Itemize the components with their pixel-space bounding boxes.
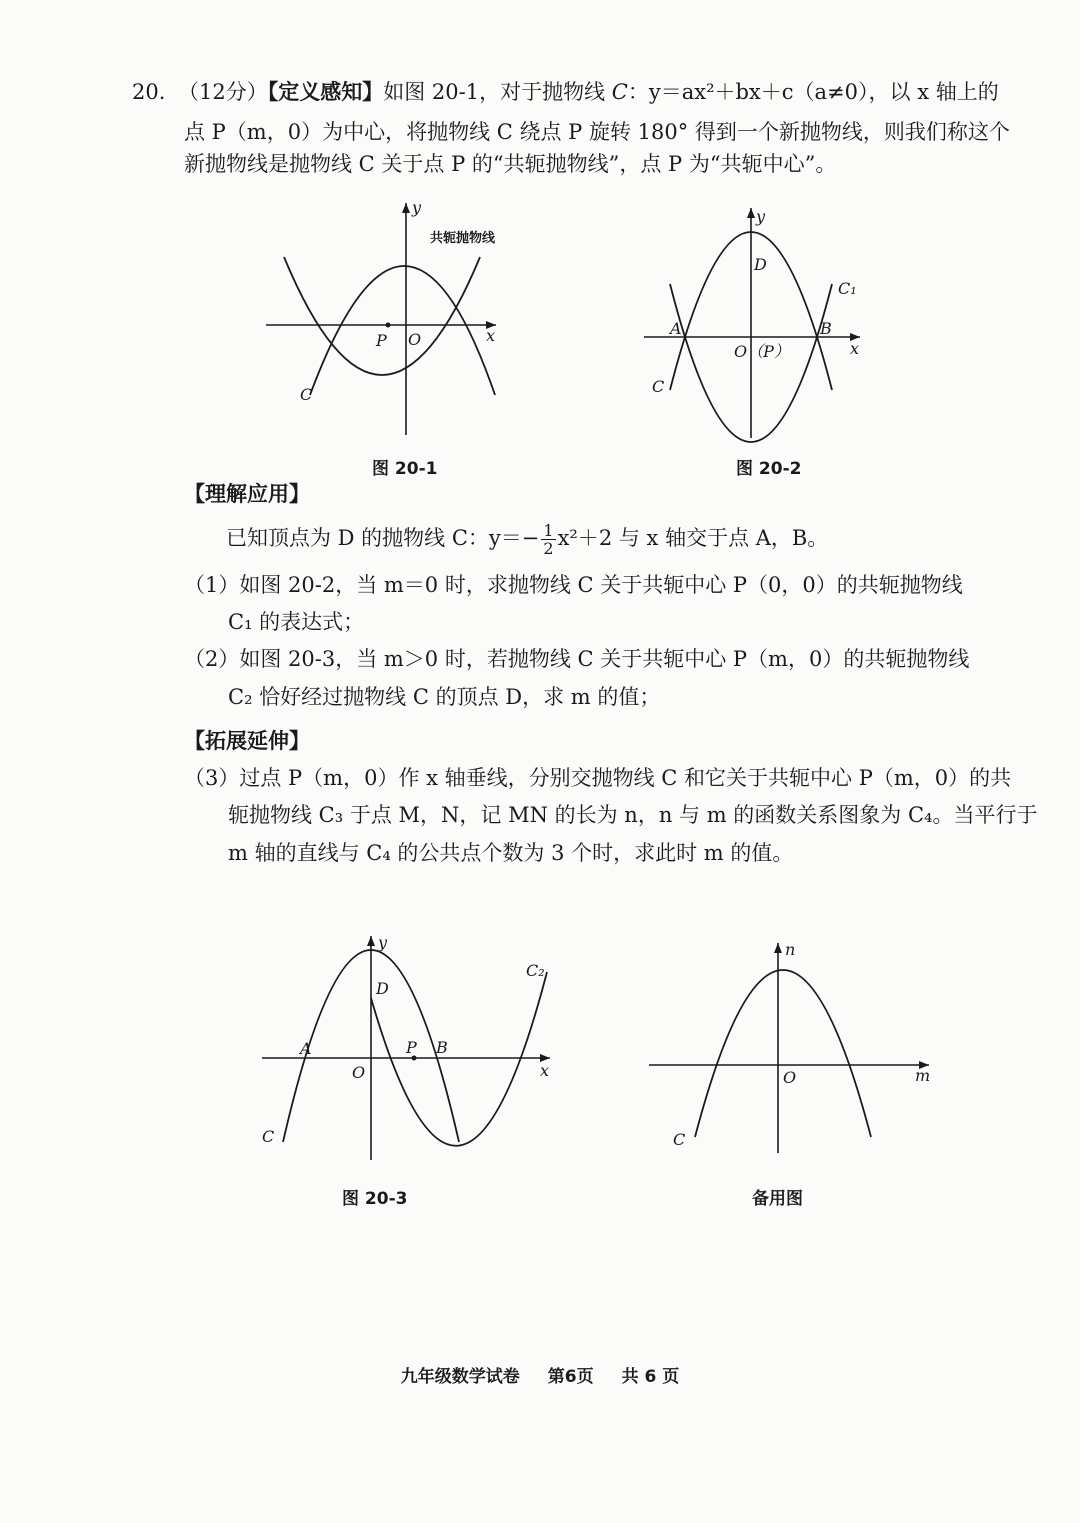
footer-total: 共 6 页 [621,1367,680,1387]
definition-heading: 【定义感知】 [267,79,384,104]
figure-spare [645,935,935,1160]
fig1-label-o: O [408,330,422,349]
page-footer [0,1362,1080,1387]
fig2-label-y: y [756,207,766,226]
figure-20-1 [250,195,510,445]
known-line [226,522,828,557]
fig4-label-c: C [673,1130,686,1149]
fig3-label-o: O [352,1063,366,1082]
fraction-half [541,522,555,557]
q1-line-1: （1）如图 20-2，当 m＝0 时，求抛物线 C 关于共轭中心 P（0，0）的共轭抛物线 [184,573,963,597]
fig3-label-y: y [378,933,388,952]
fig3-label-p: P [406,1038,417,1057]
fig1-label-x: x [486,326,496,345]
q2-line-1: （2）如图 20-3，当 m＞0 时，若抛物线 C 关于共轭中心 P（m，0）的共轭抛物线 [184,647,970,671]
fig3-caption: 图 20-3 [342,1189,408,1209]
intro-line-2: 点 P（m，0）为中心，将抛物线 C 绕点 P 旋转 180° 得到一个新抛物线，则我们称这个 [184,120,1010,144]
q2-line-2: C₂ 恰好经过抛物线 C 的顶点 D，求 m 的值； [228,685,661,709]
intro-text-a: 如图 20-1，对于抛物线 [383,80,612,104]
fig4-label-o: O [783,1068,797,1087]
fig3-label-x: x [540,1061,550,1080]
fig1-caption: 图 20-1 [372,459,438,479]
q3-line-2: 轭抛物线 C₃ 于点 M，N，记 MN 的长为 n，n 与 m 的函数关系图象为 C₄。当平行于 [228,803,1038,827]
fig2-label-op: O（P） [734,342,790,361]
fig3-label-c2: C₂ [526,961,545,980]
fraction-denominator: 2 [543,539,554,558]
fig4-caption: 备用图 [752,1189,803,1209]
fig1-point-p [386,323,391,328]
fig4-curve-c [695,970,871,1137]
q3-line-1: （3）过点 P（m，0）作 x 轴垂线，分别交抛物线 C 和它关于共轭中心 P（m，0）的共 [184,766,1012,790]
q3-line-3: m 轴的直线与 C₄ 的公共点个数为 3 个时，求此时 m 的值。 [228,841,794,865]
figure-20-2 [640,200,870,445]
points: （12分） [178,80,268,104]
footer-subject: 九年级数学试卷 [400,1367,520,1387]
fig1-label-c: C [300,385,313,404]
intro-line-3: 新抛物线是抛物线 C 关于点 P 的“共轭抛物线”，点 P 为“共轭中心”。 [184,152,837,176]
fig2-label-a: A [670,319,682,338]
question-number: 20. [132,80,166,104]
figure-20-3 [256,928,556,1168]
fig1-parabola-c [284,257,480,375]
fig4-label-m: m [915,1066,931,1085]
fig3-label-b: B [436,1038,448,1057]
extend-heading: 【拓展延伸】 [184,728,310,753]
intro-equation: ：y＝ax²＋bx＋c（a≠0）， [627,80,890,104]
fig2-label-b: B [820,319,832,338]
fig2-label-x: x [850,339,860,358]
fig1-label-conjugate: 共轭抛物线 [430,231,496,246]
fig4-label-n: n [785,940,796,959]
fig2-label-c1: C₁ [838,279,857,298]
fig2-label-c: C [652,377,665,396]
fig3-label-a: A [300,1039,312,1058]
fig3-label-c: C [262,1127,275,1146]
understand-heading: 【理解应用】 [184,481,310,506]
known-text-b: x²＋2 与 x 轴交于点 A，B。 [557,526,829,550]
fig1-x-axis [266,321,496,329]
fig3-y-axis [367,936,375,1160]
fig2-label-d: D [754,255,767,274]
intro-line-1 [178,77,999,107]
parabola-c-label: C [611,80,628,104]
intro-text-b: 以 x 轴上的 [889,80,999,104]
footer-page: 第6页 [547,1367,594,1387]
fig1-label-p: P [376,331,387,350]
known-text-a: 已知顶点为 D 的抛物线 C：y＝− [226,526,540,550]
fig3-label-d: D [376,979,389,998]
fig3-parabola-c2 [371,972,550,1146]
fig2-caption: 图 20-2 [736,459,802,479]
fig2-y-axis [747,208,755,438]
fig4-n-axis [774,943,782,1153]
q1-line-2: C₁ 的表达式； [228,610,365,634]
fraction-numerator: 1 [543,521,554,540]
fig1-label-y: y [412,198,422,217]
fig1-y-axis [402,203,410,435]
